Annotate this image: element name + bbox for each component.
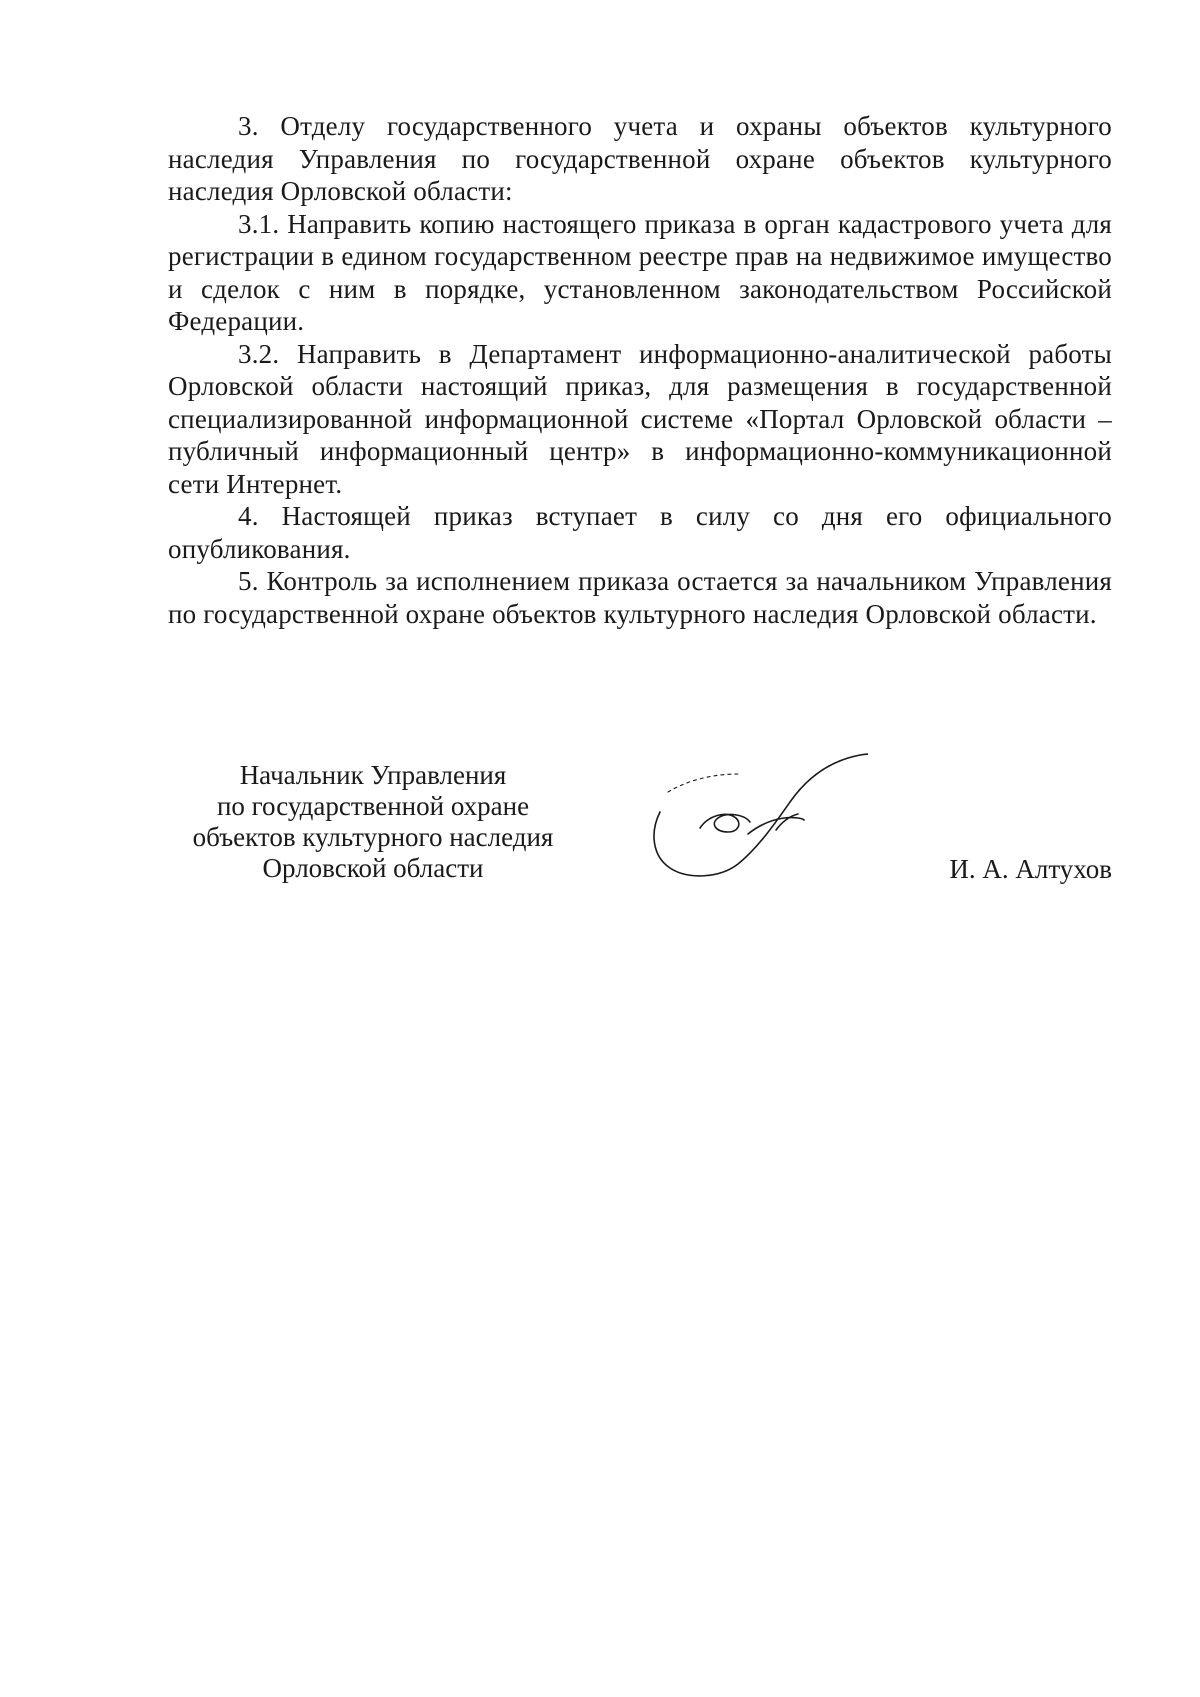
- position-line-1: Начальник Управления: [239, 760, 507, 790]
- paragraph-3-2: 3.2. Направить в Департамент информационно-аналитической работы Орловской области настоящий приказ, для размещения в государственной специализированной информационной системе «Портал Орловской области – публичный информационный центр» в информационно-коммуникационной сети Интернет.: [168, 338, 1112, 499]
- paragraph-5: 5. Контроль за исполнением приказа остается за начальником Управления по государственной охране объектов культурного наследия Орловской области.: [168, 566, 1112, 629]
- position-line-3: объектов культурного наследия: [192, 822, 554, 852]
- signer-position: [168, 760, 578, 884]
- signer-name: И. А. Алтухов: [949, 854, 1112, 884]
- position-line-4: Орловской области: [262, 853, 484, 883]
- paragraph-4: 4. Настоящей приказ вступает в силу со дня его официального опубликования.: [168, 501, 1112, 564]
- position-line-2: по государственной охране: [216, 791, 530, 821]
- paragraph-3: 3. Отделу государственного учета и охраны объектов культурного наследия Управления по государственной охране объектов культурного наследия Орловской области:: [168, 111, 1112, 206]
- handwritten-signature: [608, 752, 868, 902]
- document-body: [168, 110, 1112, 630]
- paragraph-3-1: 3.1. Направить копию настоящего приказа в орган кадастрового учета для регистрации в едином государственном реестре прав на недвижимое имущество и сделок с ним в порядке, установленном законодательством Российской Федерации.: [168, 208, 1112, 336]
- signature-block: [168, 760, 1112, 910]
